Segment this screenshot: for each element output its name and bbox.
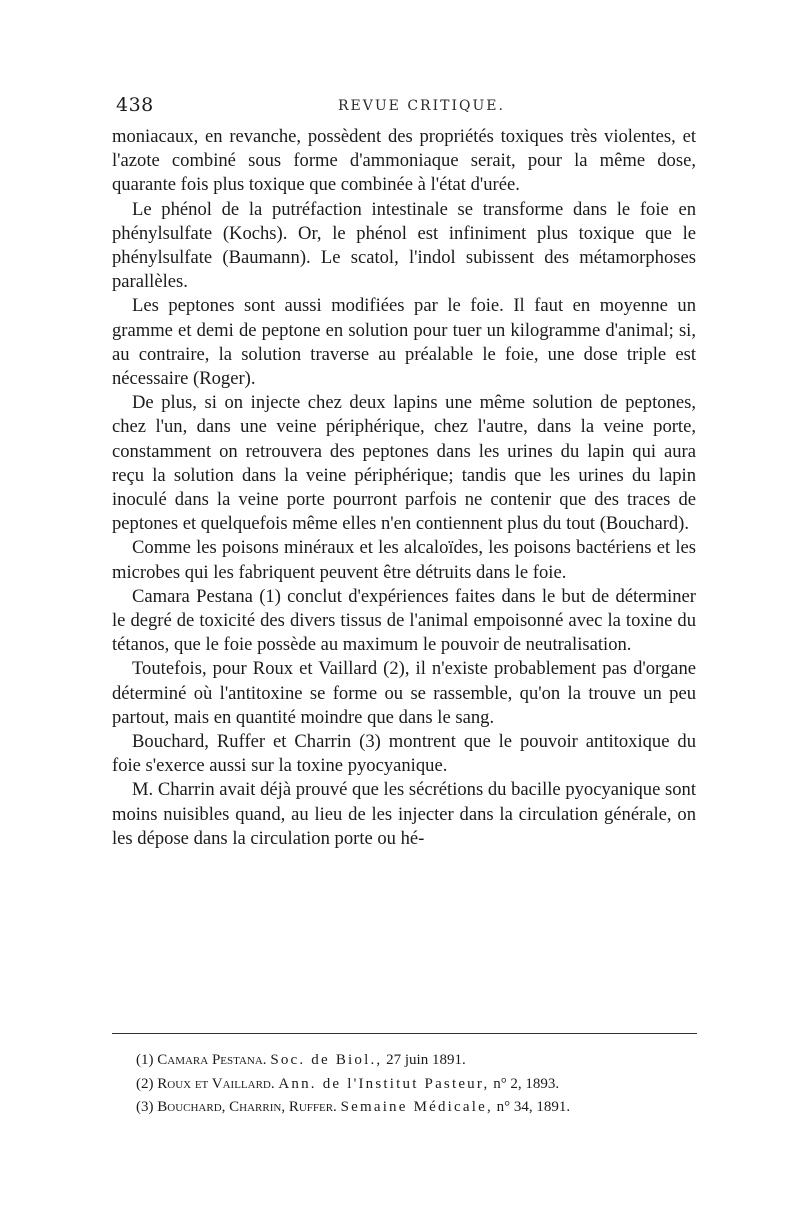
footnote-source: Semaine Médicale, xyxy=(340,1099,493,1115)
footnote-source: Soc. de Biol., xyxy=(270,1052,383,1068)
footnotes xyxy=(136,1049,696,1120)
page-number: 438 xyxy=(116,94,154,116)
footnote-date: n° 34, 1891. xyxy=(496,1099,571,1115)
footnote xyxy=(136,1096,696,1120)
footnote xyxy=(136,1073,696,1097)
body-text xyxy=(112,125,696,851)
running-title: REVUE CRITIQUE. xyxy=(338,98,505,114)
footnote-rule xyxy=(112,1033,697,1034)
paragraph: moniacaux, en revanche, possèdent des propriétés toxiques très violentes, et l'azote combiné sous forme d'ammoniaque serait, pour la même dose, quarante fois plus toxique que combinée à l'état d'urée. xyxy=(112,126,696,196)
footnote-date: 27 juin 1891. xyxy=(386,1052,466,1068)
paragraph: Le phénol de la putréfaction intestinale se transforme dans le foie en phénylsulfate (Kochs). Or, le phénol est infiniment plus toxique que le phénylsulfate (Baumann). Le scatol, l'indol subissent des métamorphoses parallèles. xyxy=(112,198,696,293)
footnote xyxy=(136,1049,696,1073)
footnote-date: n° 2, 1893. xyxy=(493,1075,560,1092)
paragraph: Toutefois, pour Roux et Vaillard (2), il n'existe probablement pas d'organe déterminé où l'antitoxine se forme ou se rassemble, qu'on la trouve un peu partout, mais en quantité moindre que dans le sang. xyxy=(112,658,696,728)
footnote-marker: (2) xyxy=(136,1075,154,1092)
footnote-source: Ann. de l'Institut Pasteur, xyxy=(278,1075,490,1092)
paragraph: Les peptones sont aussi modifiées par le foie. Il faut en moyenne un gramme et demi de peptone en solution pour tuer un kilogramme d'animal; si, au contraire, la solution traverse au préalable le foie, une dose triple est nécessaire (Roger). xyxy=(112,295,696,390)
paragraph: De plus, si on injecte chez deux lapins une même solution de peptones, chez l'un, dans une veine périphérique, chez l'autre, dans la veine porte, constamment on retrouvera des peptones dans les urines du lapin qui aura reçu la solution dans la veine périphérique; tandis que les urines du lapin inoculé dans la veine porte pourront parfois ne contenir que des traces de peptones et quelquefois même elles n'en contiennent plus du tout (Bouchard). xyxy=(112,392,696,535)
paragraph: Bouchard, Ruffer et Charrin (3) montrent que le pouvoir antitoxique du foie s'exerce aussi sur la toxine pyocyanique. xyxy=(112,731,696,777)
footnote-marker: (1) xyxy=(136,1052,154,1068)
footnote-marker: (3) xyxy=(136,1099,154,1115)
footnote-authors: Camara Pestana. xyxy=(157,1052,267,1068)
footnote-authors: Bouchard, Charrin, Ruffer. xyxy=(157,1099,337,1115)
footnote-authors: Roux et Vaillard. xyxy=(157,1075,275,1092)
paragraph: Camara Pestana (1) conclut d'expériences faites dans le but de déterminer le degré de toxicité des divers tissus de l'animal empoisonné avec la toxine du tétanos, que le foie possède au maximum le pouvoir de neutralisation. xyxy=(112,585,696,656)
paragraph: Comme les poisons minéraux et les alcaloïdes, les poisons bactériens et les microbes qui les fabriquent peuvent être détruits dans le foie. xyxy=(112,537,696,583)
paragraph: M. Charrin avait déjà prouvé que les sécrétions du bacille pyocyanique sont moins nuisibles quand, au lieu de les injecter dans la circulation générale, on les dépose dans la circulation porte ou hé- xyxy=(112,779,696,849)
